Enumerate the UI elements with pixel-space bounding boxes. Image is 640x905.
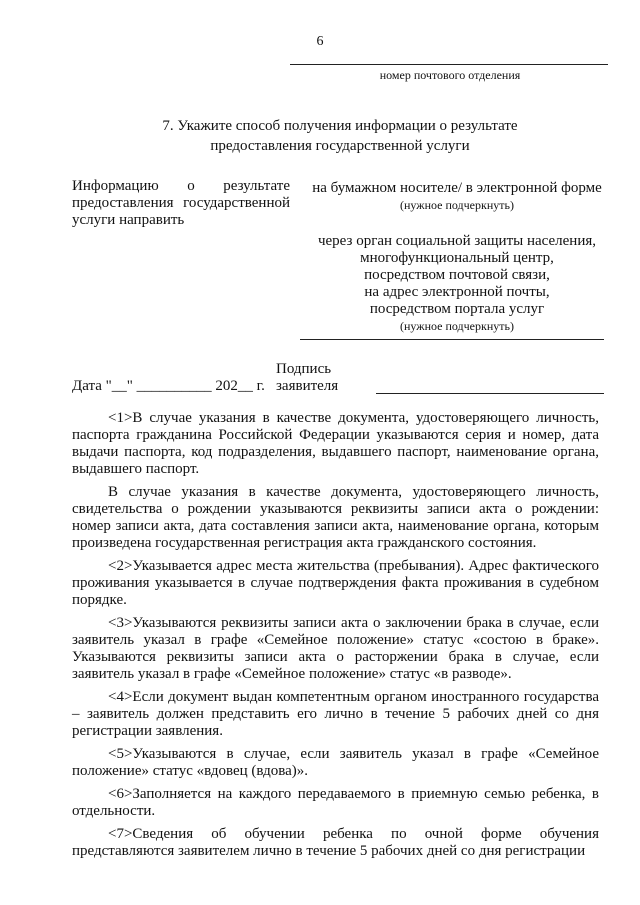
footnote-3: <3>Указываются реквизиты записи акта о заключении брака в случае, если заявитель указал в графе «Семейное положение» статус «состою в браке». Указываются реквизиты записи акта о расторжении брака в случае, если заявитель указал в графе «Семейное положение» статус «в разводе». xyxy=(72,615,599,682)
delivery-note: (нужное подчеркнуть) xyxy=(400,319,514,333)
footnote-6: <6>Заполняется на каждого передаваемого в приемную семью ребенка, в отдельности. xyxy=(72,786,599,819)
info-label-line: предоставления государственной xyxy=(72,195,290,211)
delivery-option: на адрес электронной почты, xyxy=(364,284,550,300)
footnote-7: <7>Сведения об обучении ребенка по очной форме обучения представляются заявителем лично в течение 5 рабочих дней со дня регистрации xyxy=(72,826,599,859)
medium-note: (нужное подчеркнуть) xyxy=(400,198,514,212)
page-number: 6 xyxy=(316,34,324,49)
footnote-4: <4>Если документ выдан компетентным органом иностранного государства – заявитель должен представить его лично в течение 5 рабочих дней со дня регистрации заявления. xyxy=(72,689,599,739)
section-7-title-line1: 7. Укажите способ получения информации о результате xyxy=(162,118,518,134)
delivery-option: посредством почтовой связи, xyxy=(364,267,550,283)
section-7-title-line2: предоставления государственной услуги xyxy=(210,138,470,154)
date-field: Дата "__" __________ 202__ г. xyxy=(72,378,265,394)
signature-line xyxy=(376,393,604,394)
post-office-label: номер почтового отделения xyxy=(379,68,521,82)
info-label-line: Информацию о результате xyxy=(72,178,290,194)
footnote-2: <2>Указывается адрес места жительства (пребывания). Адрес фактического проживания указывается в случае подтверждения факта проживания в судебном порядке. xyxy=(72,558,599,608)
delivery-option: через орган социальной защиты населения, xyxy=(317,233,596,249)
post-office-line xyxy=(290,64,608,65)
signature-label-line1: Подпись xyxy=(276,361,332,377)
medium-options: на бумажном носителе/ в электронной форме xyxy=(312,180,602,196)
delivery-option: многофункциональный центр, xyxy=(360,250,554,266)
options-underline xyxy=(300,339,604,340)
footnote-5: <5>Указываются в случае, если заявитель указал в графе «Семейное положение» статус «вдовец (вдова)». xyxy=(72,746,599,779)
section-7-heading xyxy=(70,116,610,156)
footnote-1-continued: В случае указания в качестве документа, удостоверяющего личность, свидетельства о рождении указываются реквизиты записи акта о рождении: номер записи акта, дата составления записи акта, наименование органа, которым произведена государственная регистрация акта гражданского состояния. xyxy=(72,484,599,551)
footnote-1: <1>В случае указания в качестве документа, удостоверяющего личность, паспорта гражданина Российской Федерации указываются серия и номер, дата выдачи паспорта, код подразделения, выдавшего паспорт, наименование органа, выдавшего паспорт. xyxy=(72,410,599,477)
info-options xyxy=(294,180,620,334)
signature-label-line2: заявителя xyxy=(276,378,339,394)
footnotes xyxy=(72,410,599,866)
delivery-option: посредством портала услуг xyxy=(369,301,545,317)
info-direction-label xyxy=(72,178,290,229)
info-label-line: услуги направить xyxy=(72,212,185,228)
